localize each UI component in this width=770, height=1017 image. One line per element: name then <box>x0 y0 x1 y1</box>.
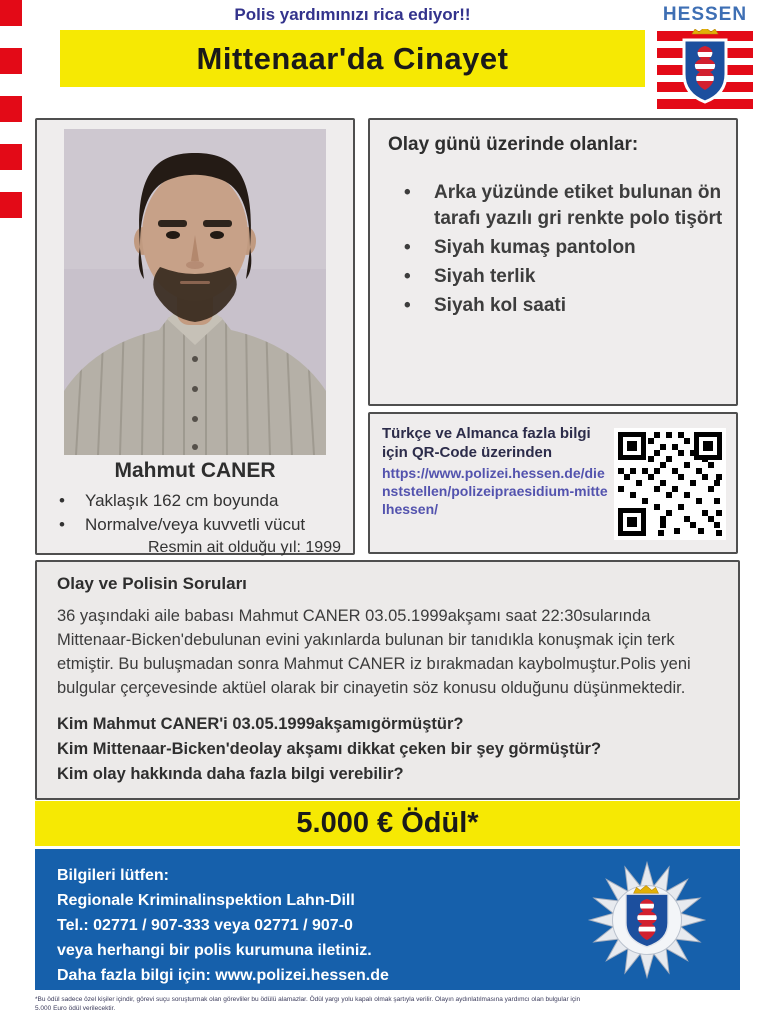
case-description-panel <box>35 560 740 800</box>
case-body-text: 36 yaşındaki aile babası Mahmut CANER 03.05.1999akşamı saat 22:30sularında Mittenaar-Bicken'debulunan evini yakınlarda bulunan bir tanıdıkla konuşmak için terk etmiştir. Bu buluşmadan sonra Mahmut CANER iz bırakmadan kaybolmuştur.Polis yeni bulgular çerçevesinde aktüel olarak bir cinayetin söz konusu olduğunu düşünmektedir. <box>57 607 691 697</box>
suspect-detail-height: • Yaklaşık 162 cm boyunda <box>51 489 353 513</box>
clothing-panel <box>368 118 738 406</box>
case-question: Kim Mahmut CANER'i 03.05.1999akşamıgörmüştür? <box>57 715 464 733</box>
reward-banner <box>35 801 740 846</box>
case-questions <box>57 712 720 787</box>
case-heading: Olay ve Polisin Soruları <box>57 574 247 593</box>
qr-info-panel <box>368 412 738 554</box>
suspect-name: Mahmut CANER <box>114 459 276 482</box>
page-title: Mittenaar'da Cinayet <box>196 40 509 76</box>
clothing-item: • Siyah kol saati <box>388 293 724 319</box>
qr-instruction-text: Türkçe ve Almanca fazla bilgi için QR-Code üzerinden <box>382 425 591 461</box>
police-badge-icon <box>572 853 722 992</box>
suspect-photo-panel <box>35 118 355 555</box>
suspect-portrait-image <box>64 129 326 455</box>
suspect-detail-build: • Normalve/veya kuvvetli vücut <box>51 513 353 537</box>
footnote-line: *Bu ödül sadece özel kişiler içindir, görevi suçu soruşturmak olan görevliler bu ödülü alamazlar. Ödül yargı yolu kapalı olmak şartıyla verilir. Olayın aydınlatılmasına yardımcı olan bulgular için <box>35 996 581 1003</box>
clothing-heading: Olay günü üzerinde olanlar: <box>388 134 639 155</box>
contact-line: veya herhangi bir polis kurumuna iletiniz. <box>57 942 372 959</box>
clothing-list <box>388 180 724 319</box>
contact-line: Bilgileri lütfen: <box>57 867 169 884</box>
hessen-label: HESSEN <box>662 4 748 25</box>
left-stripe-decoration <box>0 0 22 240</box>
contact-footer <box>35 849 740 990</box>
contact-line: Regionale Kriminalinspektion Lahn-Dill <box>57 892 355 909</box>
qr-code-icon <box>614 428 726 540</box>
legal-footnote <box>35 995 740 1013</box>
clothing-item: • Siyah terlik <box>388 264 724 290</box>
contact-line: Daha fazla bilgi için: www.polizei.hessen.de <box>57 967 389 984</box>
photo-year-note: Resmin ait olduğu yıl: 1999 <box>148 539 341 556</box>
contact-line: Tel.: 02771 / 907-333 veya 02771 / 907-0 <box>57 917 353 934</box>
reward-amount: 5.000 € Ödül* <box>296 807 479 839</box>
appeal-line: Polis yardımınızı rica ediyor!! <box>234 5 471 24</box>
footnote-line: 5.000 Euro ödül verilecektir. <box>35 1005 116 1012</box>
qr-url-link[interactable]: https://www.polizei.hessen.de/dienststellen/polizeipraesidium-mittelhessen/ <box>382 465 608 517</box>
clothing-item: • Siyah kumaş pantolon <box>388 235 724 261</box>
hessen-coat-of-arms-icon <box>657 29 753 115</box>
title-banner <box>60 30 645 87</box>
case-question: Kim olay hakkında daha fazla bilgi verebilir? <box>57 765 404 783</box>
hessen-logo <box>655 4 755 120</box>
clothing-item: • Arka yüzünde etiket bulunan ön tarafı yazılı gri renkte polo tişört <box>388 180 724 232</box>
suspect-photo <box>64 129 326 455</box>
suspect-details-list <box>51 489 353 537</box>
case-question: Kim Mittenaar-Bicken'deolay akşamı dikkat çeken bir şey görmüştür? <box>57 740 602 758</box>
